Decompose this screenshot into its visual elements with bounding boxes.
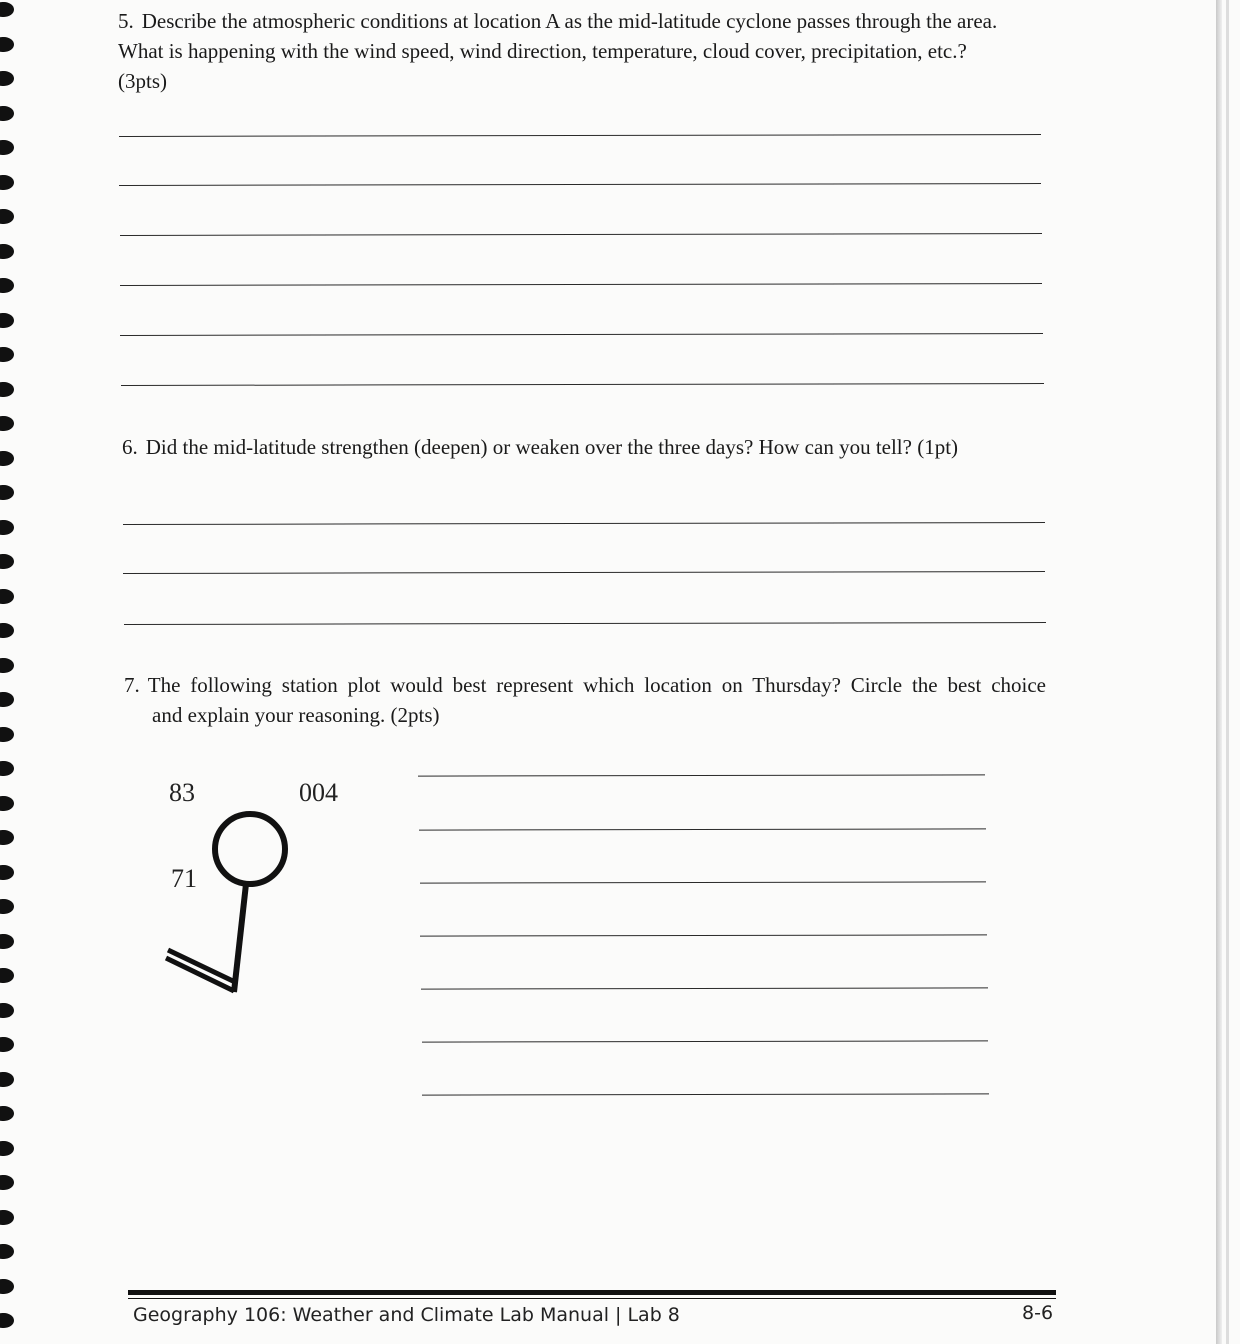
binding-hole <box>0 934 14 949</box>
binding-hole <box>0 175 14 190</box>
binding-hole <box>0 1313 14 1328</box>
binding-hole <box>0 382 14 397</box>
binding-hole <box>0 727 14 742</box>
page-number: 8-6 <box>1022 1302 1054 1324</box>
answer-line[interactable] <box>421 987 988 989</box>
answer-line[interactable] <box>419 828 986 830</box>
binding-hole <box>0 968 14 983</box>
station-circle <box>215 814 285 884</box>
footer-title: Geography 106: Weather and Climate Lab Manual | Lab 8 <box>133 1304 680 1326</box>
answer-line[interactable] <box>422 1093 989 1095</box>
answer-line[interactable] <box>124 622 1046 625</box>
question-text: and explain your reasoning. (2pts) <box>152 703 440 727</box>
question-text: Describe the atmospheric conditions at location A as the mid-latitude cyclone passes through the area. <box>141 9 998 33</box>
binding-hole <box>0 485 14 500</box>
question-7 <box>124 670 1054 730</box>
binding-hole <box>0 347 14 362</box>
answer-line[interactable] <box>123 571 1045 574</box>
binding-hole <box>0 796 14 811</box>
binding-hole <box>0 2 14 17</box>
question-points: (3pts) <box>118 69 167 93</box>
binding-hole <box>0 416 14 431</box>
binding-hole <box>0 1141 14 1156</box>
binding-hole <box>0 761 14 776</box>
answer-line[interactable] <box>420 934 987 936</box>
station-pressure: 004 <box>299 778 338 807</box>
binding-hole <box>0 658 14 673</box>
question-5 <box>118 6 1048 96</box>
binding-hole <box>0 554 14 569</box>
binding-hole <box>0 278 14 293</box>
answer-line[interactable] <box>120 233 1042 236</box>
binding-hole <box>0 865 14 880</box>
answer-line[interactable] <box>119 134 1041 137</box>
question-text: What is happening with the wind speed, wind direction, temperature, cloud cover, precipitation, etc.? <box>118 39 967 63</box>
answer-line[interactable] <box>121 383 1044 386</box>
answer-line[interactable] <box>418 774 985 776</box>
spiral-binding <box>0 0 22 1344</box>
binding-hole <box>0 244 14 259</box>
question-number: 5. <box>118 9 134 33</box>
binding-hole <box>0 589 14 604</box>
station-temperature: 83 <box>169 778 195 807</box>
binding-hole <box>0 106 14 121</box>
question-6 <box>122 432 1052 462</box>
binding-hole <box>0 140 14 155</box>
answer-line[interactable] <box>123 522 1045 525</box>
station-plot-symbol <box>150 800 310 1000</box>
page-edge <box>1226 0 1229 1344</box>
binding-hole <box>0 313 14 328</box>
binding-hole <box>0 623 14 638</box>
binding-hole <box>0 209 14 224</box>
question-number: 6. <box>122 435 138 459</box>
binding-hole <box>0 451 14 466</box>
page-edge-shadow <box>1216 0 1222 1344</box>
binding-hole <box>0 71 14 86</box>
binding-hole <box>0 830 14 845</box>
question-text: Did the mid-latitude strengthen (deepen) or weaken over the three days? How can you tell? (1pt) <box>145 435 959 459</box>
binding-hole <box>0 1210 14 1225</box>
binding-hole <box>0 1175 14 1190</box>
footer-rule-thick <box>128 1290 1056 1295</box>
answer-line[interactable] <box>120 283 1042 286</box>
binding-hole <box>0 37 14 52</box>
binding-hole <box>0 692 14 707</box>
answer-line[interactable] <box>420 881 986 883</box>
binding-hole <box>0 1106 14 1121</box>
question-text: The following station plot would best represent which location on Thursday? Circle the best choice <box>147 673 1046 697</box>
binding-hole <box>0 520 14 535</box>
binding-hole <box>0 1072 14 1087</box>
question-number: 7. <box>124 673 140 697</box>
binding-hole <box>0 1037 14 1052</box>
station-dew-point: 71 <box>171 864 197 893</box>
binding-hole <box>0 1279 14 1294</box>
answer-line[interactable] <box>119 183 1041 186</box>
answer-line[interactable] <box>120 333 1043 336</box>
binding-hole <box>0 1244 14 1259</box>
answer-line[interactable] <box>422 1040 988 1042</box>
binding-hole <box>0 1003 14 1018</box>
binding-hole <box>0 899 14 914</box>
footer-rule-thin <box>128 1298 1056 1299</box>
wind-shaft <box>234 884 246 992</box>
